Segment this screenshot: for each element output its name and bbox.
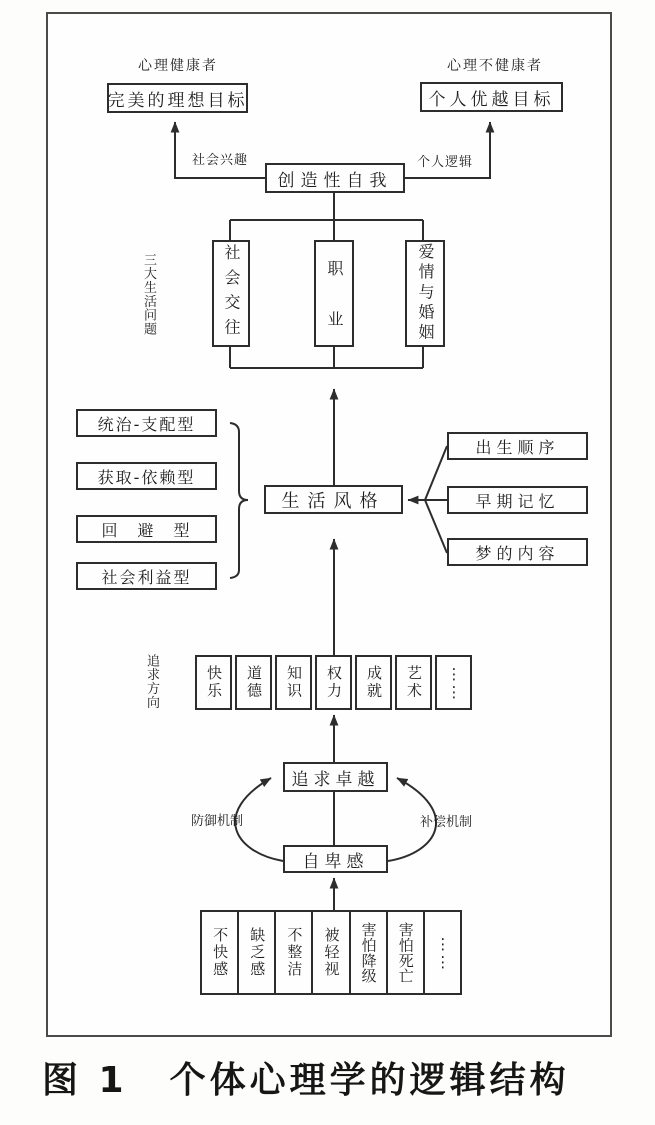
dream-content-box: 梦的内容 xyxy=(447,538,588,566)
life-tasks-group-label: 三大生活问题 xyxy=(141,252,156,336)
figure-caption-title: 个体心理学的逻辑结构 xyxy=(169,1060,570,1101)
cell-untidiness: 不整洁 xyxy=(276,912,313,993)
figure-caption xyxy=(42,1052,570,1103)
cell-being-slighted: 被轻视 xyxy=(313,912,350,993)
socially-useful-type-box: 社会利益型 xyxy=(76,562,217,590)
cell-ellipsis: ⋮⋮ xyxy=(433,934,452,971)
social-contact-box: 社会交往 xyxy=(212,240,250,347)
pursuit-achievement-box: 成就 xyxy=(355,655,392,710)
occupation-box: 职 业 xyxy=(314,240,354,347)
cell-fear-of-death: 害怕死亡 xyxy=(388,912,425,993)
personal-superiority-goal-box: 个人优越目标 xyxy=(420,82,563,112)
pursuit-art-box: 艺术 xyxy=(395,655,432,710)
creative-self-box: 创造性自我 xyxy=(265,163,405,193)
defense-mechanism-label: 防御机制 xyxy=(190,814,243,829)
cell-unpleasantness: 不快感 xyxy=(202,912,239,993)
personal-logic-label: 个人逻辑 xyxy=(416,155,473,170)
striving-for-superiority-box: 追求卓越 xyxy=(283,762,388,792)
early-memories-box: 早期记忆 xyxy=(447,486,588,514)
avoiding-type-box: 回 避 型 xyxy=(76,515,217,543)
pursuit-knowledge-box: 知识 xyxy=(275,655,312,710)
ideal-goal-box: 完美的理想目标 xyxy=(107,83,248,113)
cell-fear-of-demotion: 害怕降级 xyxy=(351,912,388,993)
love-marriage-box: 爱情与婚姻 xyxy=(405,240,445,347)
compensation-mechanism-label: 补偿机制 xyxy=(419,815,472,830)
ruling-dominant-type-box: 统治-支配型 xyxy=(76,409,217,437)
inferiority-feeling-box: 自卑感 xyxy=(283,845,388,873)
pursuit-power-box: 权力 xyxy=(315,655,352,710)
unhealthy-person-label: 心理不健康者 xyxy=(447,58,543,74)
getting-dependent-type-box: 获取-依赖型 xyxy=(76,462,217,490)
pursuit-happiness-box: 快乐 xyxy=(195,655,232,710)
social-interest-label: 社会兴趣 xyxy=(191,153,248,168)
healthy-person-label: 心理健康者 xyxy=(138,58,218,74)
pursuit-morality-box: 道德 xyxy=(235,655,272,710)
lifestyle-box: 生活风格 xyxy=(264,485,403,514)
birth-order-box: 出生顺序 xyxy=(447,432,588,460)
figure-caption-number: 图 1 xyxy=(42,1060,128,1101)
cell-sense-of-lack: 缺乏感 xyxy=(239,912,276,993)
pursuit-direction-group-label: 追求方向 xyxy=(144,654,159,710)
pursuit-ellipsis-box: ⋮⋮ xyxy=(435,655,472,710)
inferiority-sources-row xyxy=(200,910,462,995)
